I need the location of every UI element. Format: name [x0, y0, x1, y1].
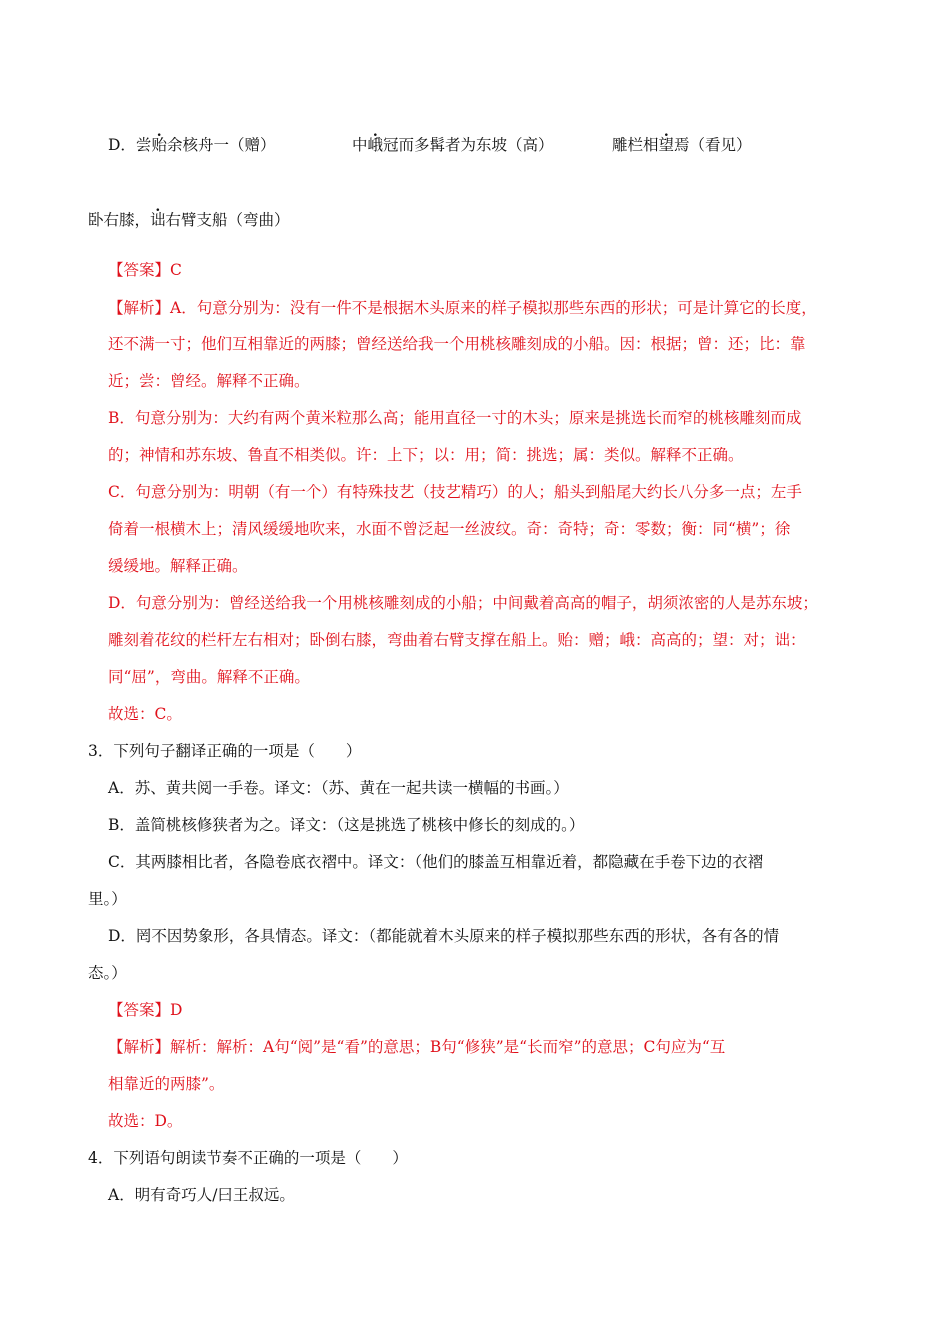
q2-analysis-b-1: B．句意分别为：大约有两个黄米粒那么高；能用直径一寸的木头；原来是挑选长而窄的桃核雕刻而成: [108, 409, 802, 427]
option-d-part-b: [352, 135, 554, 155]
q3-option-d-1: D．罔不因势象形，各具情态。译文：（都能就着木头原来的样子模拟那些东西的形状，各有各的情: [108, 927, 780, 945]
q2-answer: [108, 260, 182, 280]
q4-stem: 4．下列语句朗读节奏不正确的一项是（ ）: [88, 1149, 408, 1167]
text: 右臂支船（弯曲）: [165, 211, 290, 229]
answer-value: C: [170, 261, 182, 279]
analysis-text: 解析：解析：A句“阅”是“看”的意思；B句“修狭”是“长而窄”的意思；C句应为“互: [170, 1038, 726, 1056]
q2-analysis-a-2: 还不满一寸；他们互相靠近的两膝；曾经送给我一个用桃核雕刻成的小船。因：根据；曾：还；比：靠: [108, 335, 806, 353]
text: 中: [352, 136, 368, 154]
analysis-label: 【解析】: [108, 299, 171, 317]
option-d-part-d: [88, 210, 290, 230]
q4-option-a: A．明有奇巧人/曰王叔远。: [108, 1186, 295, 1204]
q2-analysis-d-3: 同“屈”，弯曲。解释不正确。: [108, 668, 310, 686]
q3-choose: 故选：D。: [108, 1112, 183, 1130]
q2-analysis-c-3: 缓缓地。解释正确。: [108, 557, 248, 575]
q3-stem: 3．下列句子翻译正确的一项是（ ）: [88, 742, 362, 760]
q2-analysis-c-2: 倚着一根横木上；清风缓缓地吹来，水面不曾泛起一丝波纹。奇：奇特；奇：零数；衡：同“横”；徐: [108, 520, 791, 538]
analysis-label: 【解析】: [108, 1038, 171, 1056]
q3-option-c-1: C．其两膝相比者，各隐卷底衣褶中。译文：（他们的膝盖互相靠近着，都隐藏在手卷下边的衣褶: [108, 853, 764, 871]
q2-analysis-d-1: D．句意分别为：曾经送给我一个用桃核雕刻成的小船；中间戴着高高的帽子，胡须浓密的人是苏东坡；: [108, 594, 818, 612]
emphasized-char: 望: [658, 136, 675, 154]
q3-analysis-2: 相靠近的两膝”。: [108, 1075, 225, 1093]
emphasized-char: 贻: [151, 136, 167, 154]
q2-analysis-c-1: C．句意分别为：明朝（有一个）有特殊技艺（技艺精巧）的人；船头到船尾大约长八分多一点；左手: [108, 483, 802, 501]
text: 冠而多髯者为东坡（高）: [383, 136, 554, 154]
analysis-text: A．句意分别为：没有一件不是根据木头原来的样子模拟那些东西的形状；可是计算它的长度，: [170, 299, 817, 317]
text: 雕栏相: [612, 136, 659, 154]
q3-analysis-1: [108, 1037, 725, 1057]
text: 余核舟一（赠）: [166, 136, 276, 154]
q2-choose: 故选：C。: [108, 705, 182, 723]
emphasized-char: 峨: [367, 136, 384, 154]
q2-analysis-a-1: [108, 298, 817, 318]
q2-analysis-b-2: 的；神情和苏东坡、鲁直不相类似。许：上下；以：用；简：挑选；属：类似。解释不正确。: [108, 446, 744, 464]
q2-analysis-a-3: 近；尝：曾经。解释不正确。: [108, 372, 310, 390]
emphasized-char: 诎: [150, 211, 166, 229]
q3-option-d-2: 态。）: [88, 964, 127, 982]
answer-value: D: [170, 1001, 183, 1019]
option-d-part-c: [612, 135, 752, 155]
option-d-part-a: [108, 135, 275, 155]
text: D．尝: [108, 136, 152, 154]
text: 焉（看见）: [674, 136, 752, 154]
q3-option-a: A．苏、黄共阅一手卷。译文：（苏、黄在一起共读一横幅的书画。）: [108, 779, 569, 797]
answer-label: 【答案】: [108, 1001, 171, 1019]
answer-label: 【答案】: [108, 261, 171, 279]
q2-analysis-d-2: 雕刻着花纹的栏杆左右相对；卧倒右膝，弯曲着右臂支撑在船上。贻：赠；峨：高高的；望：对；诎：: [108, 631, 806, 649]
q3-answer: [108, 1000, 182, 1020]
q3-option-b: B．盖简桃核修狭者为之。译文：（这是挑选了桃核中修长的刻成的。）: [108, 816, 585, 834]
text: 卧右膝，: [88, 211, 151, 229]
q3-option-c-2: 里。）: [88, 890, 127, 908]
